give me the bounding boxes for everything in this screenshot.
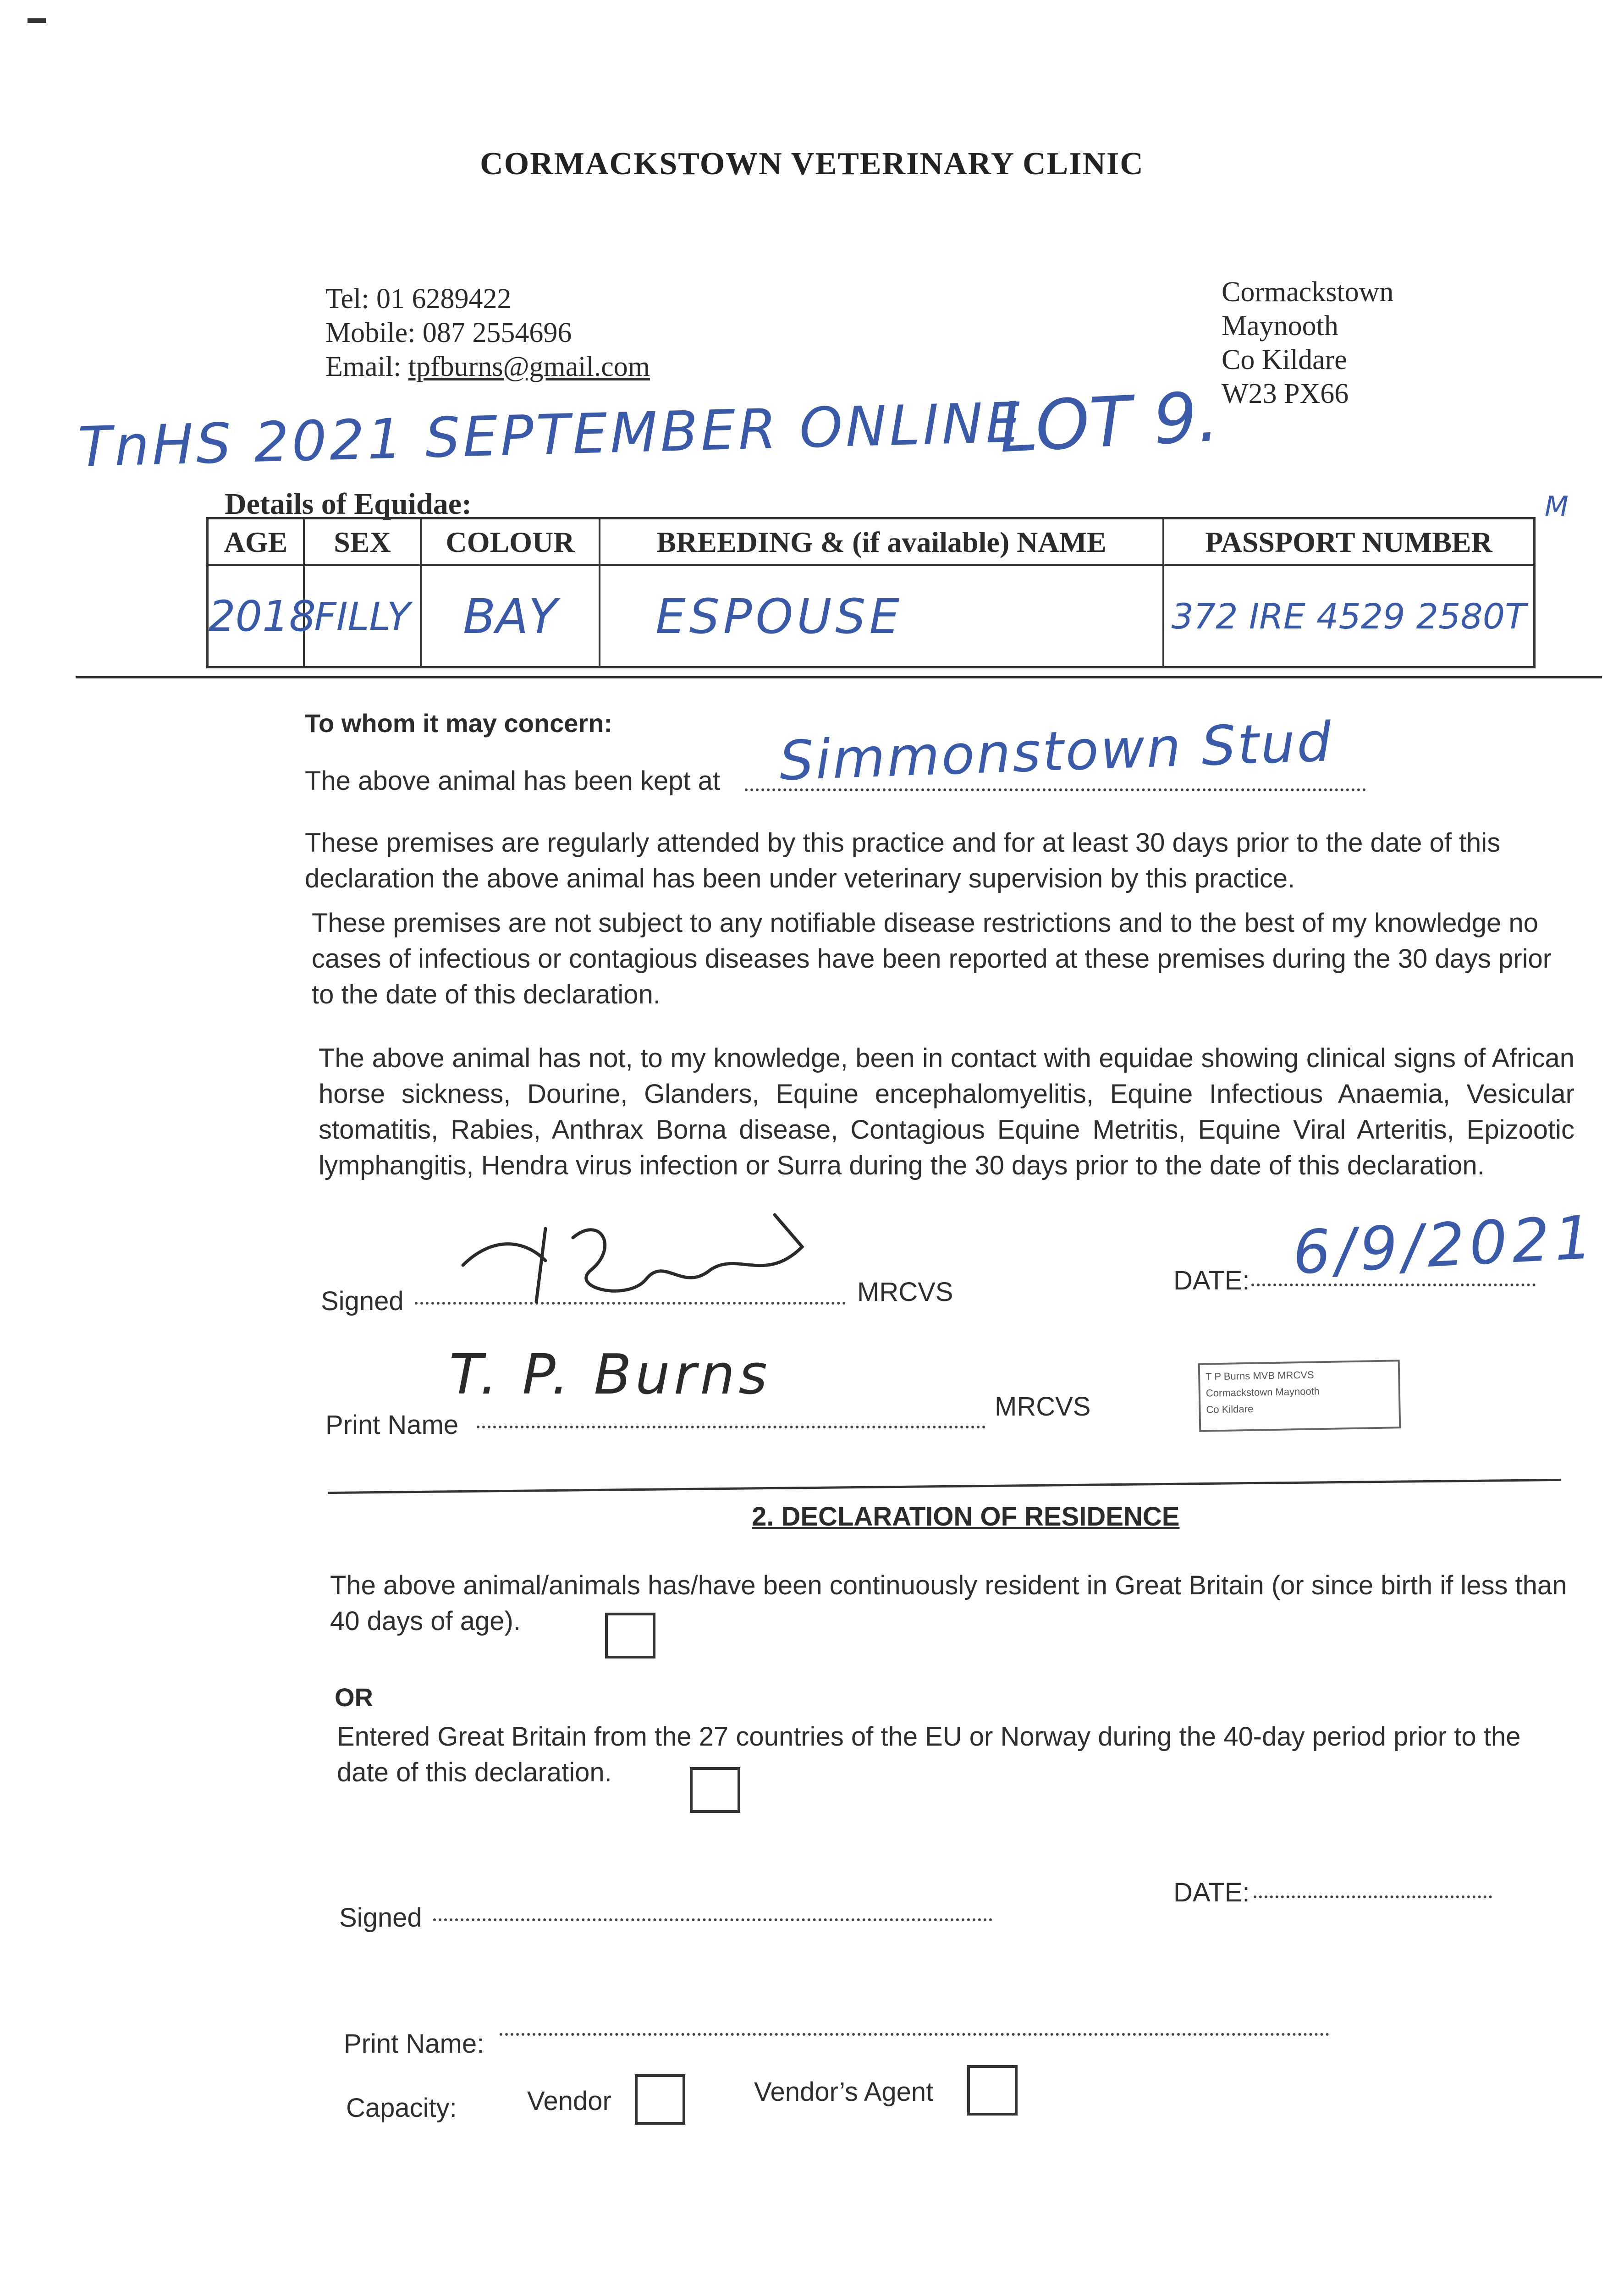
col-header-colour: COLOUR xyxy=(422,519,600,566)
margin-initials: M xyxy=(1545,490,1569,523)
kept-at-label: The above animal has been kept at xyxy=(305,766,721,796)
paragraph-disease-restrictions: These premises are not subject to any notifiable disease restrictions and to the best of my knowledge no cases of infectious or contagious diseases have been reported at these premises during the 30 days prior to the date of this declaration. xyxy=(312,908,1552,1009)
resident-checkbox[interactable] xyxy=(605,1613,655,1658)
date-label: DATE: xyxy=(1173,1266,1250,1295)
date-label-2: DATE: xyxy=(1173,1878,1250,1907)
paragraph-supervision: These premises are regularly attended by this practice and for at least 30 days prior to the date of this declaration the above animal has been under veterinary supervision by this practice. xyxy=(305,828,1501,893)
email-label: Email: xyxy=(325,351,408,382)
print-name-label-2: Print Name: xyxy=(344,2029,484,2059)
print-name-dots-2 xyxy=(500,2024,1329,2036)
vendors-agent-label: Vendor’s Agent xyxy=(754,2077,934,2107)
vendors-agent-checkbox[interactable] xyxy=(967,2065,1018,2116)
print-name-value: T. P. Burns xyxy=(449,1343,771,1407)
capacity-label: Capacity: xyxy=(346,2093,457,2123)
section-2-title: 2. DECLARATION OF RESIDENCE xyxy=(752,1502,1180,1532)
print-name-mrcvs: MRCVS xyxy=(995,1392,1091,1421)
contact-block xyxy=(325,282,650,384)
tel-line: Tel: 01 6289422 xyxy=(325,283,512,314)
address-line: Co Kildare xyxy=(1222,344,1347,375)
divider-line xyxy=(76,676,1602,678)
mobile-line: Mobile: 087 2554696 xyxy=(325,317,572,348)
equidae-title: Details of Equidae: xyxy=(225,487,472,521)
col-header-age: AGE xyxy=(209,519,305,566)
print-name-label: Print Name xyxy=(325,1410,459,1440)
vendor-label: Vendor xyxy=(527,2086,611,2116)
signed-label-2: Signed xyxy=(339,1903,422,1933)
signed-dots-2 xyxy=(433,1909,992,1921)
option-resident-text: The above animal/animals has/have been continuously resident in Great Britain (or since birth if less than 40 days of age). xyxy=(330,1570,1567,1636)
cell-sex: FILLY xyxy=(305,566,422,667)
date-value: 6/9/2021 xyxy=(1291,1202,1599,1288)
col-header-breeding: BREEDING & (if available) NAME xyxy=(600,519,1164,566)
print-name-dots xyxy=(477,1416,985,1428)
option-entered-text: Entered Great Britain from the 27 countries of the EU or Norway during the 40-day period prior to the date of this declaration. xyxy=(337,1722,1521,1787)
stamp-line: Cormackstown Maynooth xyxy=(1206,1385,1320,1399)
entered-checkbox[interactable] xyxy=(690,1767,740,1813)
cell-name: ESPOUSE xyxy=(600,566,1164,667)
email-line xyxy=(325,350,650,384)
equidae-table xyxy=(206,517,1536,668)
cell-colour: BAY xyxy=(422,566,600,667)
cell-passport: 372 IRE 4529 2580T xyxy=(1171,596,1526,637)
address-line: Maynooth xyxy=(1222,310,1338,342)
address-line: W23 PX66 xyxy=(1222,378,1349,409)
stamp-line: T P Burns MVB MRCVS xyxy=(1206,1369,1314,1383)
handwritten-sale-note: TnHS 2021 SEPTEMBER ONLINE xyxy=(77,391,1024,479)
cell-age: 2018 xyxy=(209,566,305,667)
salutation: To whom it may concern: xyxy=(305,709,613,738)
signed-mrcvs: MRCVS xyxy=(857,1277,953,1307)
col-header-passport: PASSPORT NUMBER xyxy=(1164,519,1533,566)
scan-mark xyxy=(28,18,46,23)
date-dots-2 xyxy=(1254,1886,1492,1898)
col-header-sex: SEX xyxy=(305,519,422,566)
address-block xyxy=(1222,275,1393,411)
vet-stamp xyxy=(1198,1360,1401,1432)
handwritten-lot-number: LOT 9. xyxy=(997,377,1221,468)
stamp-line: Co Kildare xyxy=(1206,1403,1254,1416)
or-label: OR xyxy=(335,1683,373,1712)
signature-scribble xyxy=(454,1210,866,1316)
paragraph-contact: The above animal has not, to my knowledge, been in contact with equidae showing clinical signs of African horse sickness, Dourine, Glanders, Equine encephalomyelitis, Equine Infectious Anaemia, Vesicular stomatitis, Rabies, Anthrax Borna disease, Contagious Equine Metritis, Equine Viral Arteritis, Epizootic lymphangitis, Hendra virus infection or Surra during the 30 days prior to the date of this declaration. xyxy=(319,1043,1574,1180)
address-line: Cormackstown xyxy=(1222,276,1394,308)
divider-line xyxy=(328,1479,1561,1494)
email-link[interactable]: tpfburns@gmail.com xyxy=(408,351,650,382)
vendor-checkbox[interactable] xyxy=(635,2074,685,2125)
kept-at-value: Simmonstown Stud xyxy=(778,710,1334,793)
clinic-name: CORMACKSTOWN VETERINARY CLINIC xyxy=(480,146,1144,182)
signed-label: Signed xyxy=(321,1286,404,1316)
